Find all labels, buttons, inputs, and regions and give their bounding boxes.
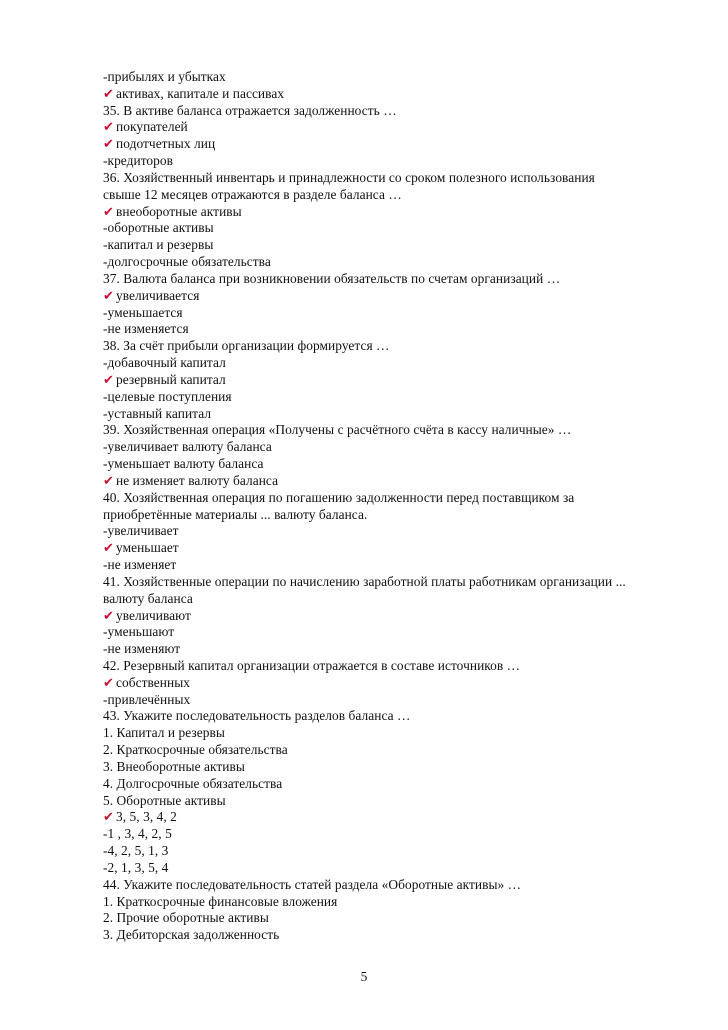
checkmark-icon: ✔ bbox=[103, 810, 114, 826]
line-text: 1. Краткосрочные финансовые вложения bbox=[103, 893, 338, 909]
text-line bbox=[103, 237, 693, 254]
line-text: внеоборотные активы bbox=[116, 203, 242, 219]
line-text: -2, 1, 3, 5, 4 bbox=[103, 859, 169, 875]
correct-answer-line bbox=[103, 119, 693, 136]
text-line bbox=[103, 422, 693, 439]
line-text: не изменяет валюту баланса bbox=[116, 472, 279, 488]
text-line bbox=[103, 877, 693, 894]
correct-answer-line bbox=[103, 675, 693, 692]
text-line bbox=[103, 406, 693, 423]
text-line bbox=[103, 523, 693, 540]
line-text: 3. Внеоборотные активы bbox=[103, 758, 245, 774]
text-line bbox=[103, 254, 693, 271]
line-text: -не изменяет bbox=[103, 557, 177, 573]
text-line bbox=[103, 271, 693, 288]
line-text: -1 , 3, 4, 2, 5 bbox=[103, 826, 172, 842]
checkmark-icon: ✔ bbox=[103, 137, 114, 153]
line-text: 36. Хозяйственный инвентарь и принадлежности со сроком полезного использования bbox=[103, 169, 595, 185]
line-text: -привлечённых bbox=[103, 691, 191, 707]
text-line bbox=[103, 759, 693, 776]
line-text: увеличивается bbox=[116, 287, 200, 303]
line-text: 4. Долгосрочные обязательства bbox=[103, 775, 283, 791]
checkmark-icon: ✔ bbox=[103, 204, 114, 220]
line-text: -увеличивает bbox=[103, 523, 179, 539]
line-text: 35. В активе баланса отражается задолженность … bbox=[103, 102, 397, 118]
answer-list bbox=[103, 69, 693, 944]
line-text: 41. Хозяйственные операции по начислению заработной платы работникам организации ... bbox=[103, 573, 626, 589]
line-text: 37. Валюта баланса при возникновении обязательств по счетам организаций … bbox=[103, 270, 561, 286]
text-line bbox=[103, 725, 693, 742]
text-line bbox=[103, 305, 693, 322]
page-number: 5 bbox=[360, 969, 368, 984]
line-text: 39. Хозяйственная операция «Получены с расчётного счёта в кассу наличные» … bbox=[103, 422, 572, 438]
text-line bbox=[103, 321, 693, 338]
text-line bbox=[103, 742, 693, 759]
checkmark-icon: ✔ bbox=[103, 473, 114, 489]
line-text: увеличивают bbox=[116, 607, 191, 623]
line-text: -не изменяют bbox=[103, 641, 181, 657]
checkmark-icon: ✔ bbox=[103, 120, 114, 136]
text-line bbox=[103, 574, 693, 591]
line-text: приобретённые материалы ... валюту баланса. bbox=[103, 506, 368, 522]
correct-answer-line bbox=[103, 809, 693, 826]
text-line bbox=[103, 69, 693, 86]
line-text: 38. За счёт прибыли организации формируется … bbox=[103, 338, 390, 354]
text-line bbox=[103, 658, 693, 675]
line-text: свыше 12 месяцев отражаются в разделе баланса … bbox=[103, 186, 402, 202]
text-line bbox=[103, 338, 693, 355]
line-text: -оборотные активы bbox=[103, 220, 214, 236]
checkmark-icon: ✔ bbox=[103, 608, 114, 624]
line-text: 2. Краткосрочные обязательства bbox=[103, 742, 288, 758]
correct-answer-line bbox=[103, 136, 693, 153]
line-text: -увеличивает валюту баланса bbox=[103, 439, 272, 455]
line-text: 5. Оборотные активы bbox=[103, 792, 226, 808]
text-line bbox=[103, 507, 693, 524]
line-text: -целевые поступления bbox=[103, 388, 232, 404]
checkmark-icon: ✔ bbox=[103, 541, 114, 557]
correct-answer-line bbox=[103, 204, 693, 221]
text-line bbox=[103, 153, 693, 170]
checkmark-icon: ✔ bbox=[103, 675, 114, 691]
text-line bbox=[103, 355, 693, 372]
line-text: 2. Прочие оборотные активы bbox=[103, 910, 269, 926]
text-line bbox=[103, 220, 693, 237]
text-line bbox=[103, 692, 693, 709]
line-text: -прибылях и убытках bbox=[103, 69, 226, 84]
text-line bbox=[103, 793, 693, 810]
line-text: -добавочный капитал bbox=[103, 355, 226, 371]
text-line bbox=[103, 591, 693, 608]
line-text: уменьшает bbox=[116, 540, 179, 556]
text-line bbox=[103, 103, 693, 120]
line-text: собственных bbox=[116, 674, 191, 690]
text-line bbox=[103, 826, 693, 843]
text-line bbox=[103, 894, 693, 911]
text-line bbox=[103, 860, 693, 877]
line-text: -уменьшается bbox=[103, 304, 183, 320]
line-text: валюту баланса bbox=[103, 590, 193, 606]
line-text: -капитал и резервы bbox=[103, 237, 214, 253]
text-line bbox=[103, 389, 693, 406]
line-text: 3. Дебиторская задолженность bbox=[103, 927, 280, 943]
text-line bbox=[103, 490, 693, 507]
correct-answer-line bbox=[103, 86, 693, 103]
line-text: -уменьшают bbox=[103, 624, 175, 640]
line-text: подотчетных лиц bbox=[116, 136, 216, 152]
line-text: -не изменяется bbox=[103, 321, 189, 337]
text-line bbox=[103, 776, 693, 793]
line-text: 42. Резервный капитал организации отражается в составе источников … bbox=[103, 657, 521, 673]
line-text: резервный капитал bbox=[116, 371, 226, 387]
line-text: -4, 2, 5, 1, 3 bbox=[103, 843, 169, 859]
checkmark-icon: ✔ bbox=[103, 288, 114, 304]
text-line bbox=[103, 187, 693, 204]
correct-answer-line bbox=[103, 288, 693, 305]
text-line bbox=[103, 708, 693, 725]
text-line bbox=[103, 641, 693, 658]
text-line bbox=[103, 170, 693, 187]
line-text: -долгосрочные обязательства bbox=[103, 254, 271, 270]
line-text: 3, 5, 3, 4, 2 bbox=[116, 809, 177, 825]
line-text: 40. Хозяйственная операция по погашению задолженности перед поставщиком за bbox=[103, 489, 575, 505]
line-text: покупателей bbox=[116, 119, 188, 135]
correct-answer-line bbox=[103, 608, 693, 625]
text-line bbox=[103, 624, 693, 641]
line-text: 44. Укажите последовательность статей раздела «Оборотные активы» … bbox=[103, 876, 522, 892]
line-text: 1. Капитал и резервы bbox=[103, 725, 225, 741]
checkmark-icon: ✔ bbox=[103, 372, 114, 388]
text-line bbox=[103, 927, 693, 944]
line-text: -уставный капитал bbox=[103, 405, 212, 421]
text-line bbox=[103, 557, 693, 574]
correct-answer-line bbox=[103, 372, 693, 389]
text-line bbox=[103, 910, 693, 927]
text-line bbox=[103, 843, 693, 860]
line-text: -уменьшает валюту баланса bbox=[103, 456, 264, 472]
line-text: -кредиторов bbox=[103, 153, 174, 169]
text-line bbox=[103, 456, 693, 473]
correct-answer-line bbox=[103, 540, 693, 557]
checkmark-icon: ✔ bbox=[103, 86, 114, 102]
text-line bbox=[103, 439, 693, 456]
correct-answer-line bbox=[103, 473, 693, 490]
line-text: активах, капитале и пассивах bbox=[116, 85, 285, 101]
line-text: 43. Укажите последовательность разделов баланса … bbox=[103, 708, 411, 724]
